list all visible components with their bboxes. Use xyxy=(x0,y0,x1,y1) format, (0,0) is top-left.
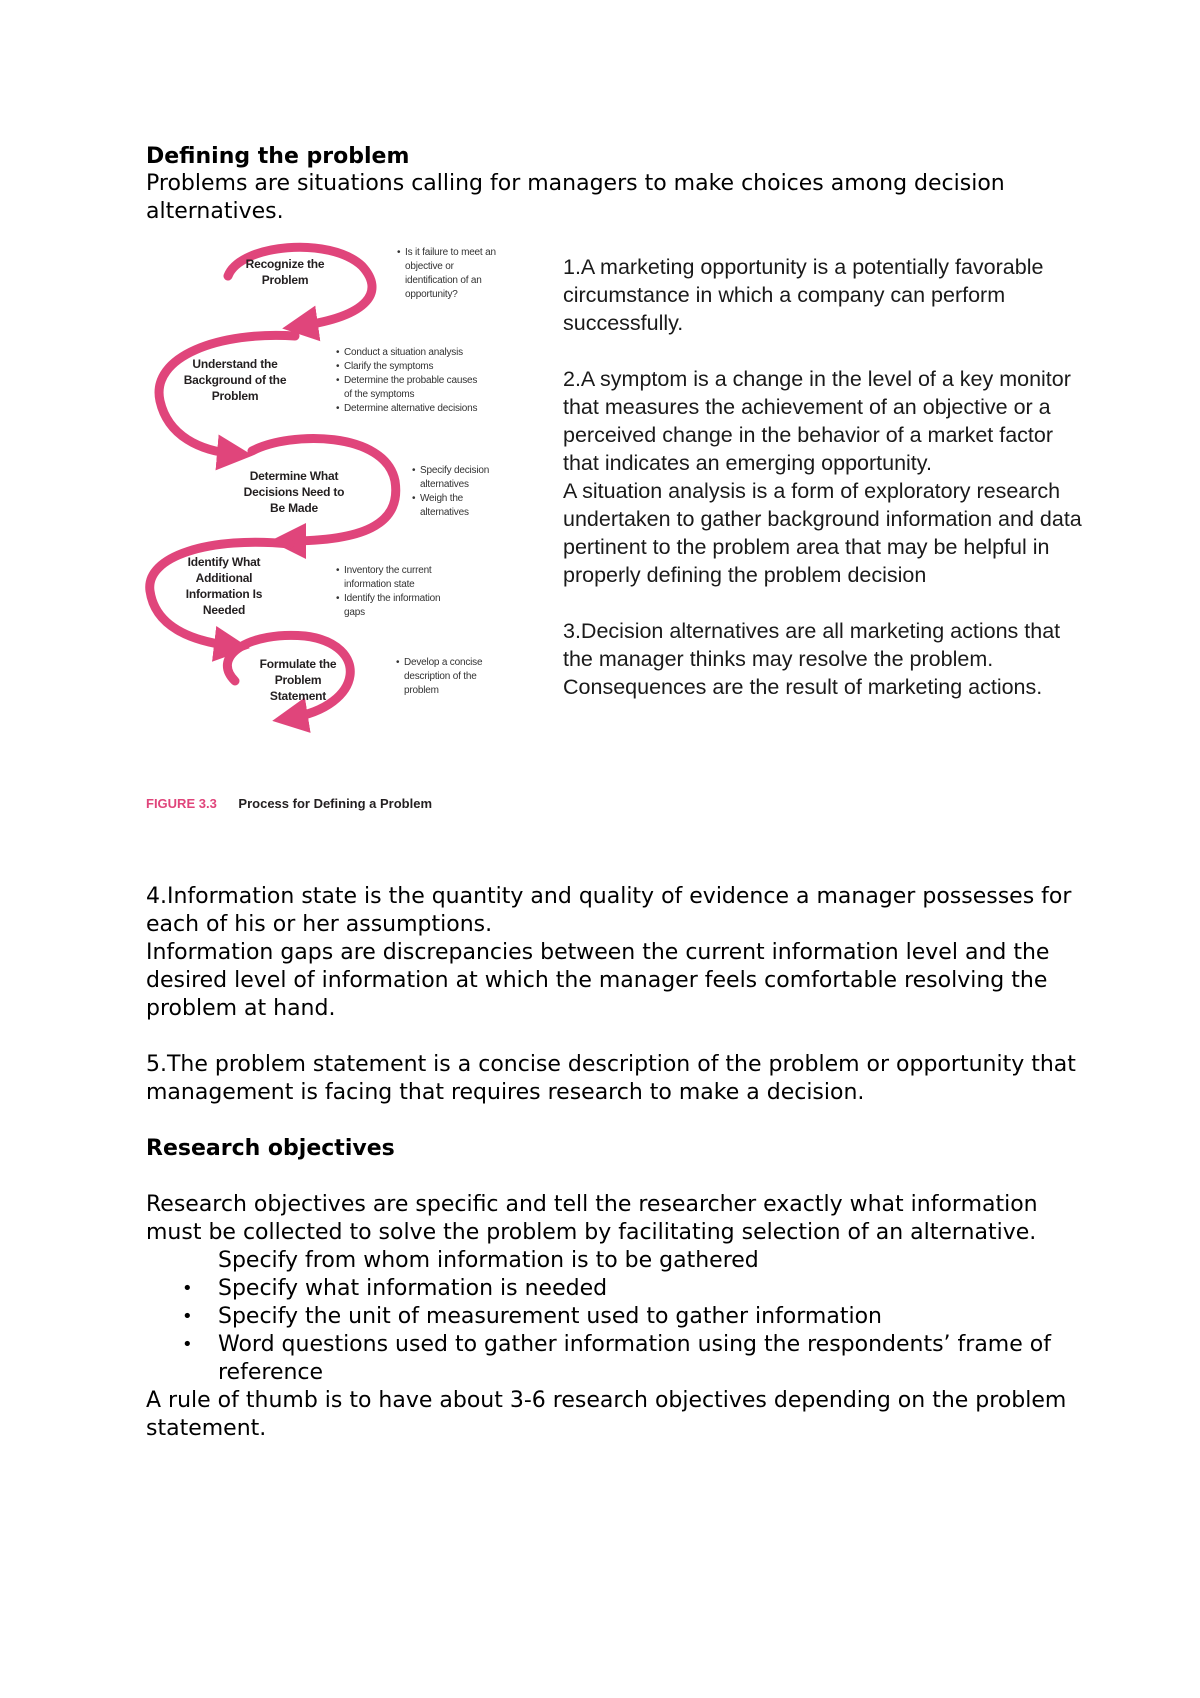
paragraph-information-state: 4.Information state is the quantity and quality of evidence a manager possesses for each of his or her assumptions. xyxy=(146,884,1072,937)
figure-bullet: • Specify decision alternatives xyxy=(412,464,502,492)
figure-step-4-label: Identify What Additional Information Is Needed xyxy=(185,555,263,617)
list-item-text: Word questions used to gather information using the respondents’ frame of reference xyxy=(218,1332,1051,1385)
paragraph-information-gaps: Information gaps are discrepancies between the current information level and the desired level of information at which the manager feels comfortable resolving the problem at hand. xyxy=(146,940,1050,1021)
figure-step-1-bullets xyxy=(397,246,497,302)
list-item xyxy=(146,1303,1076,1331)
list-item xyxy=(146,1275,1076,1303)
figure-caption-title: Process for Defining a Problem xyxy=(238,796,433,811)
figure-step-5-bullets xyxy=(396,656,492,698)
figure-bullet: • Clarify the symptoms xyxy=(336,360,486,374)
figure-step-2-bullets xyxy=(336,346,486,416)
list-item xyxy=(146,1247,1076,1275)
figure-step-4-bullets xyxy=(336,564,446,620)
list-item-text: Specify what information is needed xyxy=(218,1276,608,1301)
list-item xyxy=(146,1331,1076,1387)
bullet-icon: • xyxy=(182,1334,193,1355)
bullet-icon: • xyxy=(182,1306,193,1327)
figure-bullet: • Identify the information gaps xyxy=(336,592,446,620)
figure-step-3-bullets xyxy=(412,464,502,520)
research-objectives-list xyxy=(146,1247,1076,1387)
definition-situation-analysis: A situation analysis is a form of exploratory research undertaken to gather background information and data pertinent to the problem area that may be helpful in properly defining the problem decision xyxy=(563,479,1082,587)
figure-step-1-label: Recognize the Problem xyxy=(245,257,325,287)
paragraph-rule-of-thumb: A rule of thumb is to have about 3-6 research objectives depending on the problem statement. xyxy=(146,1388,1067,1441)
intro-paragraph: Problems are situations calling for managers to make choices among decision alternatives. xyxy=(146,171,1005,224)
definition-symptom: 2.A symptom is a change in the level of a key monitor that measures the achievement of an objective or a perceived change in the behavior of a market factor that indicates an emerging opportunity. xyxy=(563,367,1071,475)
figure-bullet: • Determine the probable causes of the symptoms xyxy=(336,374,486,402)
body-text xyxy=(146,883,1076,1443)
figure-bullet: • Develop a concise description of the problem xyxy=(396,656,492,698)
bullet-icon: • xyxy=(182,1278,193,1299)
definition-consequences: Consequences are the result of marketing actions. xyxy=(563,675,1043,699)
definitions-column xyxy=(563,253,1083,701)
figure-step-5-label: Formulate the Problem Statement xyxy=(259,657,337,703)
figure-bullet: • Conduct a situation analysis xyxy=(336,346,486,360)
figure-bullet: • Determine alternative decisions xyxy=(336,402,486,416)
paragraph-problem-statement: 5.The problem statement is a concise description of the problem or opportunity that management is facing that requires research to make a decision. xyxy=(146,1052,1076,1105)
list-item-text: Specify the unit of measurement used to gather information xyxy=(218,1304,882,1329)
paragraph-research-objectives: Research objectives are specific and tell the researcher exactly what information must be collected to solve the problem by facilitating selection of an alternative. xyxy=(146,1192,1038,1245)
figure-caption xyxy=(146,796,432,811)
process-figure xyxy=(140,236,540,816)
figure-bullet: • Weigh the alternatives xyxy=(412,492,502,520)
section-heading-research-objectives: Research objectives xyxy=(146,1136,395,1161)
definition-decision-alternatives: 3.Decision alternatives are all marketing actions that the manager thinks may resolve the problem. xyxy=(563,619,1061,671)
figure-bullet: • Inventory the current information state xyxy=(336,564,446,592)
figure-step-2-label: Understand the Background of the Problem xyxy=(183,357,287,403)
list-item-text: Specify from whom information is to be gathered xyxy=(218,1248,759,1273)
definition-marketing-opportunity: 1.A marketing opportunity is a potentially favorable circumstance in which a company can perform successfully. xyxy=(563,255,1044,335)
figure-step-3-label: Determine What Decisions Need to Be Made xyxy=(243,469,345,515)
section-heading-defining-the-problem: Defining the problem xyxy=(146,144,410,169)
figure-caption-number: FIGURE 3.3 xyxy=(146,796,217,811)
figure-bullet: • Is it failure to meet an objective or identification of an opportunity? xyxy=(397,246,497,302)
